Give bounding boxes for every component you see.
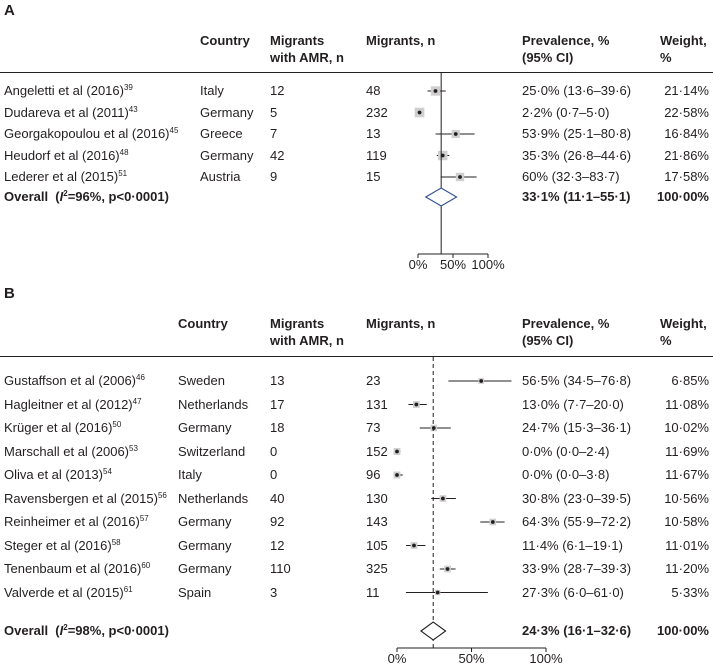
study-amr-count: 17 bbox=[270, 396, 285, 412]
study-reference: 57 bbox=[139, 514, 149, 523]
i-squared-symbol: I bbox=[59, 623, 64, 638]
point-estimate bbox=[454, 132, 458, 136]
study-prevalence: 0·0% (0·0–3·8) bbox=[522, 467, 610, 482]
panel-a-header-weight-line1: Weight, bbox=[660, 33, 707, 48]
study-amr-count: 3 bbox=[270, 584, 278, 600]
study-amr-count: 9 bbox=[270, 169, 278, 184]
point-estimate bbox=[458, 175, 462, 179]
overall-text: Overall ( bbox=[4, 623, 60, 638]
study-amr-count: 12 bbox=[270, 537, 285, 553]
study-prevalence: 30·8% (23·0–39·5) bbox=[522, 490, 632, 506]
study-weight: 10·58% bbox=[664, 514, 709, 529]
study-weight: 16·84% bbox=[664, 126, 709, 141]
point-estimate bbox=[395, 450, 399, 454]
study-country: Sweden bbox=[178, 373, 225, 388]
study-migrant-count: 325 bbox=[366, 561, 388, 576]
study-reference: 43 bbox=[128, 104, 138, 114]
study-prevalence: 0·0% (0·0–2·4) bbox=[522, 443, 610, 459]
study-amr-count: 12 bbox=[270, 83, 285, 98]
panel-a-forest-plot bbox=[409, 73, 505, 272]
study-weight: 6·85% bbox=[671, 373, 709, 388]
study-label: Reinheimer et al (2016) bbox=[4, 514, 140, 529]
study-weight: 5·33% bbox=[671, 584, 709, 600]
panel-b-letter: B bbox=[4, 285, 15, 302]
panel-a-header-prevalence-line1: Prevalence, % bbox=[522, 33, 610, 48]
panel-a-header-amr-line1: Migrants bbox=[270, 33, 325, 48]
study-label: Hagleitner et al (2012) bbox=[4, 396, 133, 412]
study-label: Valverde et al (2015) bbox=[4, 584, 124, 600]
x-tick-label: 0% bbox=[408, 257, 428, 272]
study-country: Italy bbox=[200, 83, 224, 98]
study-label: Steger et al (2016) bbox=[4, 537, 112, 553]
study-migrant-count: 232 bbox=[366, 104, 388, 120]
overall-weight: 100·00% bbox=[656, 189, 709, 204]
panel-a-header-weight-line2: % bbox=[660, 50, 672, 65]
point-estimate bbox=[414, 403, 418, 407]
study-amr-count: 40 bbox=[270, 490, 285, 506]
point-estimate bbox=[434, 89, 438, 93]
panel-b-header-country: Country bbox=[178, 316, 228, 331]
study-reference: 45 bbox=[169, 126, 179, 135]
i-squared-exponent: 2 bbox=[63, 623, 68, 632]
study-label: Marschall et al (2006) bbox=[4, 443, 129, 459]
study-prevalence: 2·2% (0·7–5·0) bbox=[522, 104, 610, 120]
study-weight: 11·67% bbox=[665, 467, 709, 482]
point-estimate bbox=[418, 111, 422, 115]
study-amr-count: 5 bbox=[270, 104, 278, 120]
study-amr-count: 13 bbox=[270, 373, 285, 388]
study-country: Germany bbox=[178, 561, 232, 576]
study-reference: 47 bbox=[132, 396, 142, 406]
point-estimate bbox=[479, 379, 483, 383]
point-estimate bbox=[446, 567, 450, 571]
study-reference: 54 bbox=[103, 467, 112, 476]
study-label: Gustaffson et al (2006) bbox=[4, 373, 137, 388]
study-reference: 61 bbox=[123, 584, 133, 594]
study-weight: 10·02% bbox=[664, 420, 709, 435]
study-weight: 11·20% bbox=[665, 561, 709, 576]
study-prevalence: 24·7% (15·3–36·1) bbox=[522, 420, 632, 435]
study-country: Netherlands bbox=[178, 396, 249, 412]
point-estimate bbox=[412, 544, 416, 548]
overall-prevalence: 33·1% (11·1–55·1) bbox=[522, 189, 631, 204]
study-prevalence: 11·4% (6·1–19·1) bbox=[522, 537, 623, 553]
i-squared-symbol: I bbox=[59, 189, 64, 204]
study-weight: 11·01% bbox=[665, 537, 709, 553]
study-migrant-count: 119 bbox=[366, 147, 387, 163]
study-country: Italy bbox=[178, 467, 202, 482]
i-squared-exponent: 2 bbox=[63, 189, 68, 198]
study-country: Germany bbox=[178, 537, 232, 553]
x-tick-label: 50% bbox=[439, 257, 467, 272]
study-reference: 48 bbox=[119, 147, 129, 157]
study-prevalence: 13·0% (7·7–20·0) bbox=[522, 396, 624, 412]
overall-weight: 100·00% bbox=[656, 623, 709, 638]
study-label: Heudorf et al (2016) bbox=[4, 147, 120, 163]
study-amr-count: 110 bbox=[270, 561, 291, 576]
study-country: Netherlands bbox=[178, 490, 249, 506]
study-migrant-count: 152 bbox=[366, 443, 388, 459]
overall-text: Overall ( bbox=[4, 189, 60, 204]
study-migrant-count: 131 bbox=[366, 396, 388, 412]
study-reference: 46 bbox=[136, 373, 145, 382]
study-reference: 58 bbox=[111, 537, 121, 547]
pooled-diamond bbox=[426, 188, 457, 206]
study-weight: 17·58% bbox=[664, 169, 709, 184]
study-prevalence: 27·3% (6·0–61·0) bbox=[522, 584, 624, 600]
study-country: Germany bbox=[200, 104, 254, 120]
panel-a-header-migrants: Migrants, n bbox=[366, 33, 436, 48]
study-amr-count: 42 bbox=[270, 147, 285, 163]
point-estimate bbox=[441, 497, 445, 501]
study-amr-count: 0 bbox=[270, 443, 278, 459]
study-prevalence: 53·9% (25·1–80·8) bbox=[522, 126, 632, 141]
study-country: Spain bbox=[178, 584, 212, 600]
study-migrant-count: 96 bbox=[366, 467, 381, 482]
panel-b-header-weight-line2: % bbox=[660, 333, 672, 348]
study-migrant-count: 143 bbox=[366, 514, 388, 529]
overall-prevalence: 24·3% (16·1–32·6) bbox=[522, 623, 632, 638]
study-country: Austria bbox=[200, 169, 241, 184]
x-tick-label: 0% bbox=[387, 651, 407, 666]
panel-b-header-prevalence-line1: Prevalence, % bbox=[522, 316, 610, 331]
study-prevalence: 33·9% (28·7–39·3) bbox=[522, 561, 632, 576]
panel-b-forest-plot bbox=[388, 357, 563, 666]
point-estimate bbox=[491, 520, 495, 524]
study-migrant-count: 105 bbox=[366, 537, 388, 553]
study-weight: 11·08% bbox=[665, 396, 709, 412]
x-tick-label: 100% bbox=[529, 651, 563, 666]
study-label: Krüger et al (2016) bbox=[4, 420, 113, 435]
point-estimate bbox=[436, 591, 440, 595]
study-country: Germany bbox=[178, 420, 232, 435]
study-weight: 21·86% bbox=[664, 147, 709, 163]
study-reference: 50 bbox=[112, 420, 122, 429]
study-label: Georgakopoulou et al (2016) bbox=[4, 126, 170, 141]
study-country: Germany bbox=[200, 147, 254, 163]
study-country: Greece bbox=[200, 126, 243, 141]
point-estimate bbox=[395, 473, 399, 477]
study-reference: 60 bbox=[141, 561, 151, 570]
study-migrant-count: 48 bbox=[366, 83, 381, 98]
panel-a-header-prevalence-line2: (95% CI) bbox=[522, 50, 574, 65]
panel-b-header-migrants: Migrants, n bbox=[366, 316, 436, 331]
study-migrant-count: 15 bbox=[366, 169, 381, 184]
study-weight: 22·58% bbox=[664, 104, 709, 120]
study-label: Lederer et al (2015) bbox=[4, 169, 119, 184]
study-prevalence: 64·3% (55·9–72·2) bbox=[522, 514, 632, 529]
study-label: Angeletti et al (2016) bbox=[4, 83, 124, 98]
panel-b-header-amr-line2: with AMR, n bbox=[270, 333, 344, 348]
study-weight: 10·56% bbox=[664, 490, 709, 506]
study-prevalence: 56·5% (34·5–76·8) bbox=[522, 373, 632, 388]
study-reference: 51 bbox=[118, 169, 128, 178]
study-weight: 11·69% bbox=[665, 443, 709, 459]
panel-b-header-weight-line1: Weight, bbox=[660, 316, 707, 331]
study-reference: 56 bbox=[157, 490, 167, 500]
study-label: Ravensbergen et al (2015) bbox=[4, 490, 158, 506]
study-label: Oliva et al (2013) bbox=[4, 467, 103, 482]
study-prevalence: 25·0% (13·6–39·6) bbox=[522, 83, 632, 98]
heterogeneity-stat: =98%, p<0·0001) bbox=[67, 623, 169, 638]
panel-a-header-amr-line2: with AMR, n bbox=[270, 50, 344, 65]
study-amr-count: 0 bbox=[270, 467, 278, 482]
panel-b-header-prevalence-line2: (95% CI) bbox=[522, 333, 574, 348]
study-country: Switzerland bbox=[178, 443, 246, 459]
study-prevalence: 35·3% (26·8–44·6) bbox=[522, 147, 632, 163]
study-reference: 39 bbox=[123, 83, 133, 92]
study-weight: 21·14% bbox=[664, 83, 709, 98]
study-amr-count: 18 bbox=[270, 420, 285, 435]
study-label: Tenenbaum et al (2016) bbox=[4, 561, 142, 576]
heterogeneity-stat: =96%, p<0·0001) bbox=[67, 189, 169, 204]
panel-b-header-amr-line1: Migrants bbox=[270, 316, 325, 331]
study-migrant-count: 11 bbox=[366, 584, 380, 600]
x-tick-label: 100% bbox=[471, 257, 505, 272]
study-migrant-count: 130 bbox=[366, 490, 388, 506]
study-country: Germany bbox=[178, 514, 232, 529]
study-amr-count: 92 bbox=[270, 514, 285, 529]
panel-a-letter: A bbox=[4, 2, 15, 19]
x-tick-label: 50% bbox=[458, 651, 485, 666]
study-amr-count: 7 bbox=[270, 126, 278, 141]
point-estimate bbox=[432, 426, 436, 430]
study-label: Dudareva et al (2011) bbox=[4, 104, 129, 120]
study-migrant-count: 73 bbox=[366, 420, 381, 435]
study-migrant-count: 13 bbox=[366, 126, 381, 141]
pooled-diamond bbox=[421, 622, 446, 640]
panel-a-header-country: Country bbox=[200, 33, 250, 48]
study-prevalence: 60% (32·3–83·7) bbox=[522, 169, 620, 184]
study-reference: 53 bbox=[129, 443, 138, 453]
study-migrant-count: 23 bbox=[366, 373, 381, 388]
